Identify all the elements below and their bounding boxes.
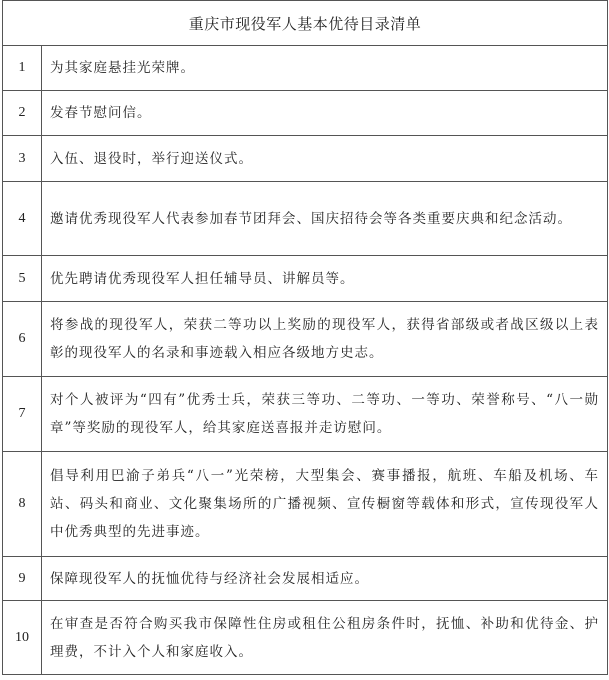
table-title-row: [3, 1, 608, 46]
row-number: 7: [3, 377, 42, 452]
row-text: 为其家庭悬挂光荣牌。: [42, 46, 608, 91]
row-text: 倡导利用巴渝子弟兵“八一”光荣榜，大型集会、赛事播报，航班、车船及机场、车站、码头和商业、文化聚集场所的广播视频、宣传橱窗等载体和形式，宣传现役军人中优秀典型的先进事迹。: [42, 452, 608, 557]
row-number: 10: [3, 601, 42, 675]
table-row: [3, 601, 608, 675]
row-number: 9: [3, 557, 42, 601]
row-number: 3: [3, 136, 42, 182]
table-row: [3, 256, 608, 302]
row-number: 5: [3, 256, 42, 302]
row-number: 4: [3, 182, 42, 256]
table-row: [3, 182, 608, 256]
table-row: [3, 377, 608, 452]
row-text: 对个人被评为“四有”优秀士兵，荣获三等功、二等功、一等功、荣誉称号、“八一勋章”等奖励的现役军人，给其家庭送喜报并走访慰问。: [42, 377, 608, 452]
table-title: 重庆市现役军人基本优待目录清单: [3, 1, 608, 46]
row-number: 6: [3, 302, 42, 377]
row-text: 保障现役军人的抚恤优待与经济社会发展相适应。: [42, 557, 608, 601]
row-text: 发春节慰问信。: [42, 91, 608, 136]
table-row: [3, 91, 608, 136]
table-row: [3, 136, 608, 182]
row-number: 1: [3, 46, 42, 91]
row-number: 2: [3, 91, 42, 136]
table-row: [3, 557, 608, 601]
row-text: 入伍、退役时，举行迎送仪式。: [42, 136, 608, 182]
row-text: 在审查是否符合购买我市保障性住房或租住公租房条件时，抚恤、补助和优待金、护理费，不计入个人和家庭收入。: [42, 601, 608, 675]
table-row: [3, 302, 608, 377]
row-text: 将参战的现役军人，荣获二等功以上奖励的现役军人，获得省部级或者战区级以上表彰的现役军人的名录和事迹载入相应各级地方史志。: [42, 302, 608, 377]
benefits-table: [2, 0, 608, 675]
table-row: [3, 452, 608, 557]
table-row: [3, 46, 608, 91]
row-text: 邀请优秀现役军人代表参加春节团拜会、国庆招待会等各类重要庆典和纪念活动。: [42, 182, 608, 256]
row-number: 8: [3, 452, 42, 557]
row-text: 优先聘请优秀现役军人担任辅导员、讲解员等。: [42, 256, 608, 302]
